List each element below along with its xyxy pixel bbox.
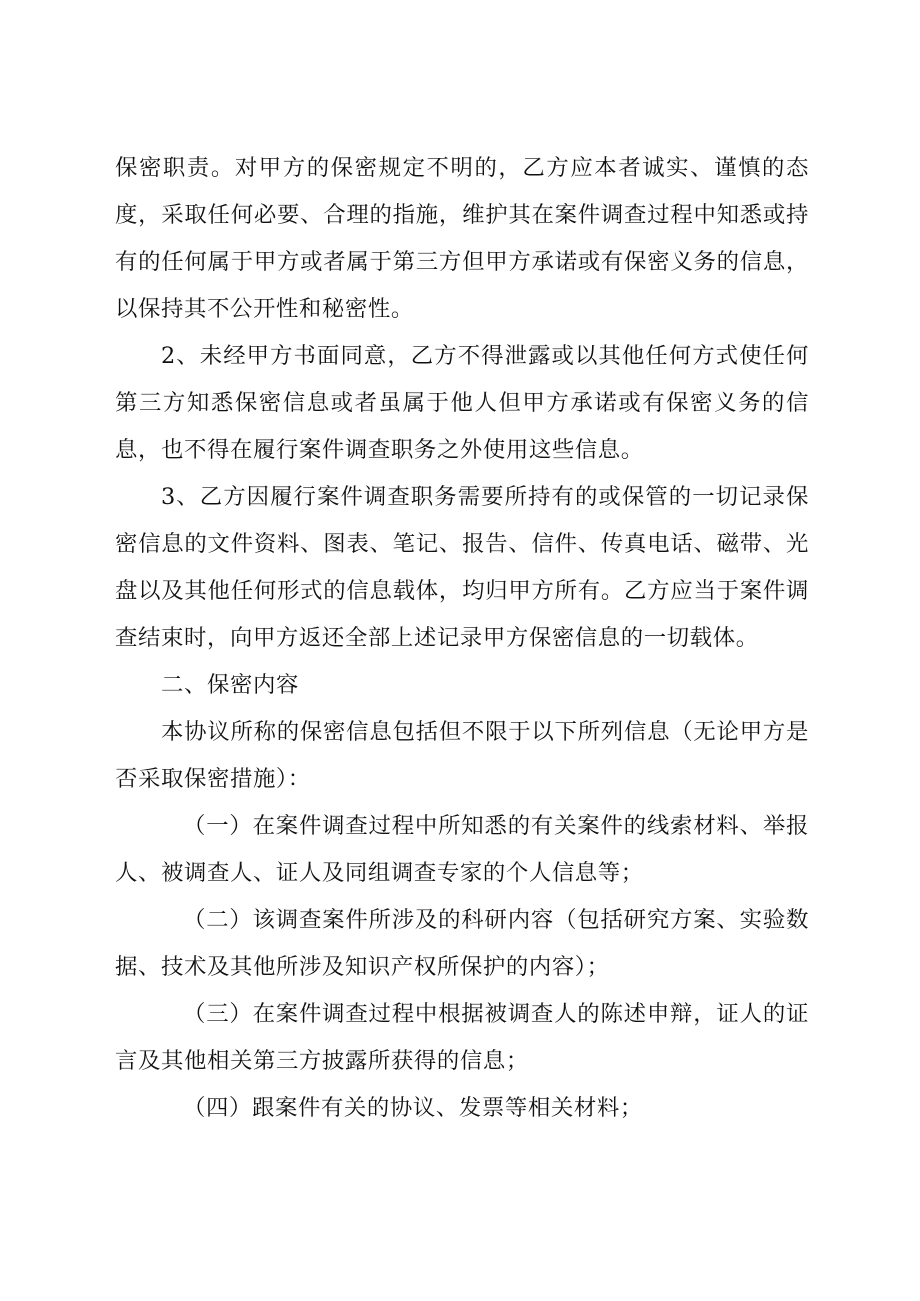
paragraph-definition: 本协议所称的保密信息包括但不限于以下所列信息（无论甲方是否采取保密措施）：	[115, 719, 809, 792]
list-item-2: （二）该调查案件所涉及的科研内容（包括研究方案、实验数据、技术及其他所涉及知识产权所保护的内容）；	[115, 907, 809, 980]
paragraph-clause-2: 2、未经甲方书面同意，乙方不得泄露或以其他任何方式使任何第三方知悉保密信息或者虽属于他人但甲方承诺或有保密义务的信息，也不得在履行案件调查职务之外使用这些信息。	[115, 343, 809, 463]
list-item-3: （三）在案件调查过程中根据被调查人的陈述申辩，证人的证言及其他相关第三方披露所获得的信息；	[115, 1001, 809, 1074]
paragraph-clause-3: 3、乙方因履行案件调查职务需要所持有的或保管的一切记录保密信息的文件资料、图表、笔记、报告、信件、传真电话、磁带、光盘以及其他任何形式的信息载体，均归甲方所有。乙方应当于案件调查结束时，向甲方返还全部上述记录甲方保密信息的一切载体。	[115, 484, 809, 651]
list-item-1: （一）在案件调查过程中所知悉的有关案件的线索材料、举报人、被调查人、证人及同组调查专家的个人信息等；	[115, 813, 809, 886]
section-heading-confidential-content: 二、保密内容	[161, 672, 299, 698]
paragraph-confidentiality-duty: 保密职责。对甲方的保密规定不明的，乙方应本者诚实、谨慎的态度，采取任何必要、合理的指施，维护其在案件调查过程中知悉或持有的任何属于甲方或者属于第三方但甲方承诺或有保密义务的信息，以保持其不公开性和秘密性。	[115, 155, 809, 322]
list-item-4: （四）跟案件有关的协议、发票等相关材料；	[183, 1095, 643, 1121]
